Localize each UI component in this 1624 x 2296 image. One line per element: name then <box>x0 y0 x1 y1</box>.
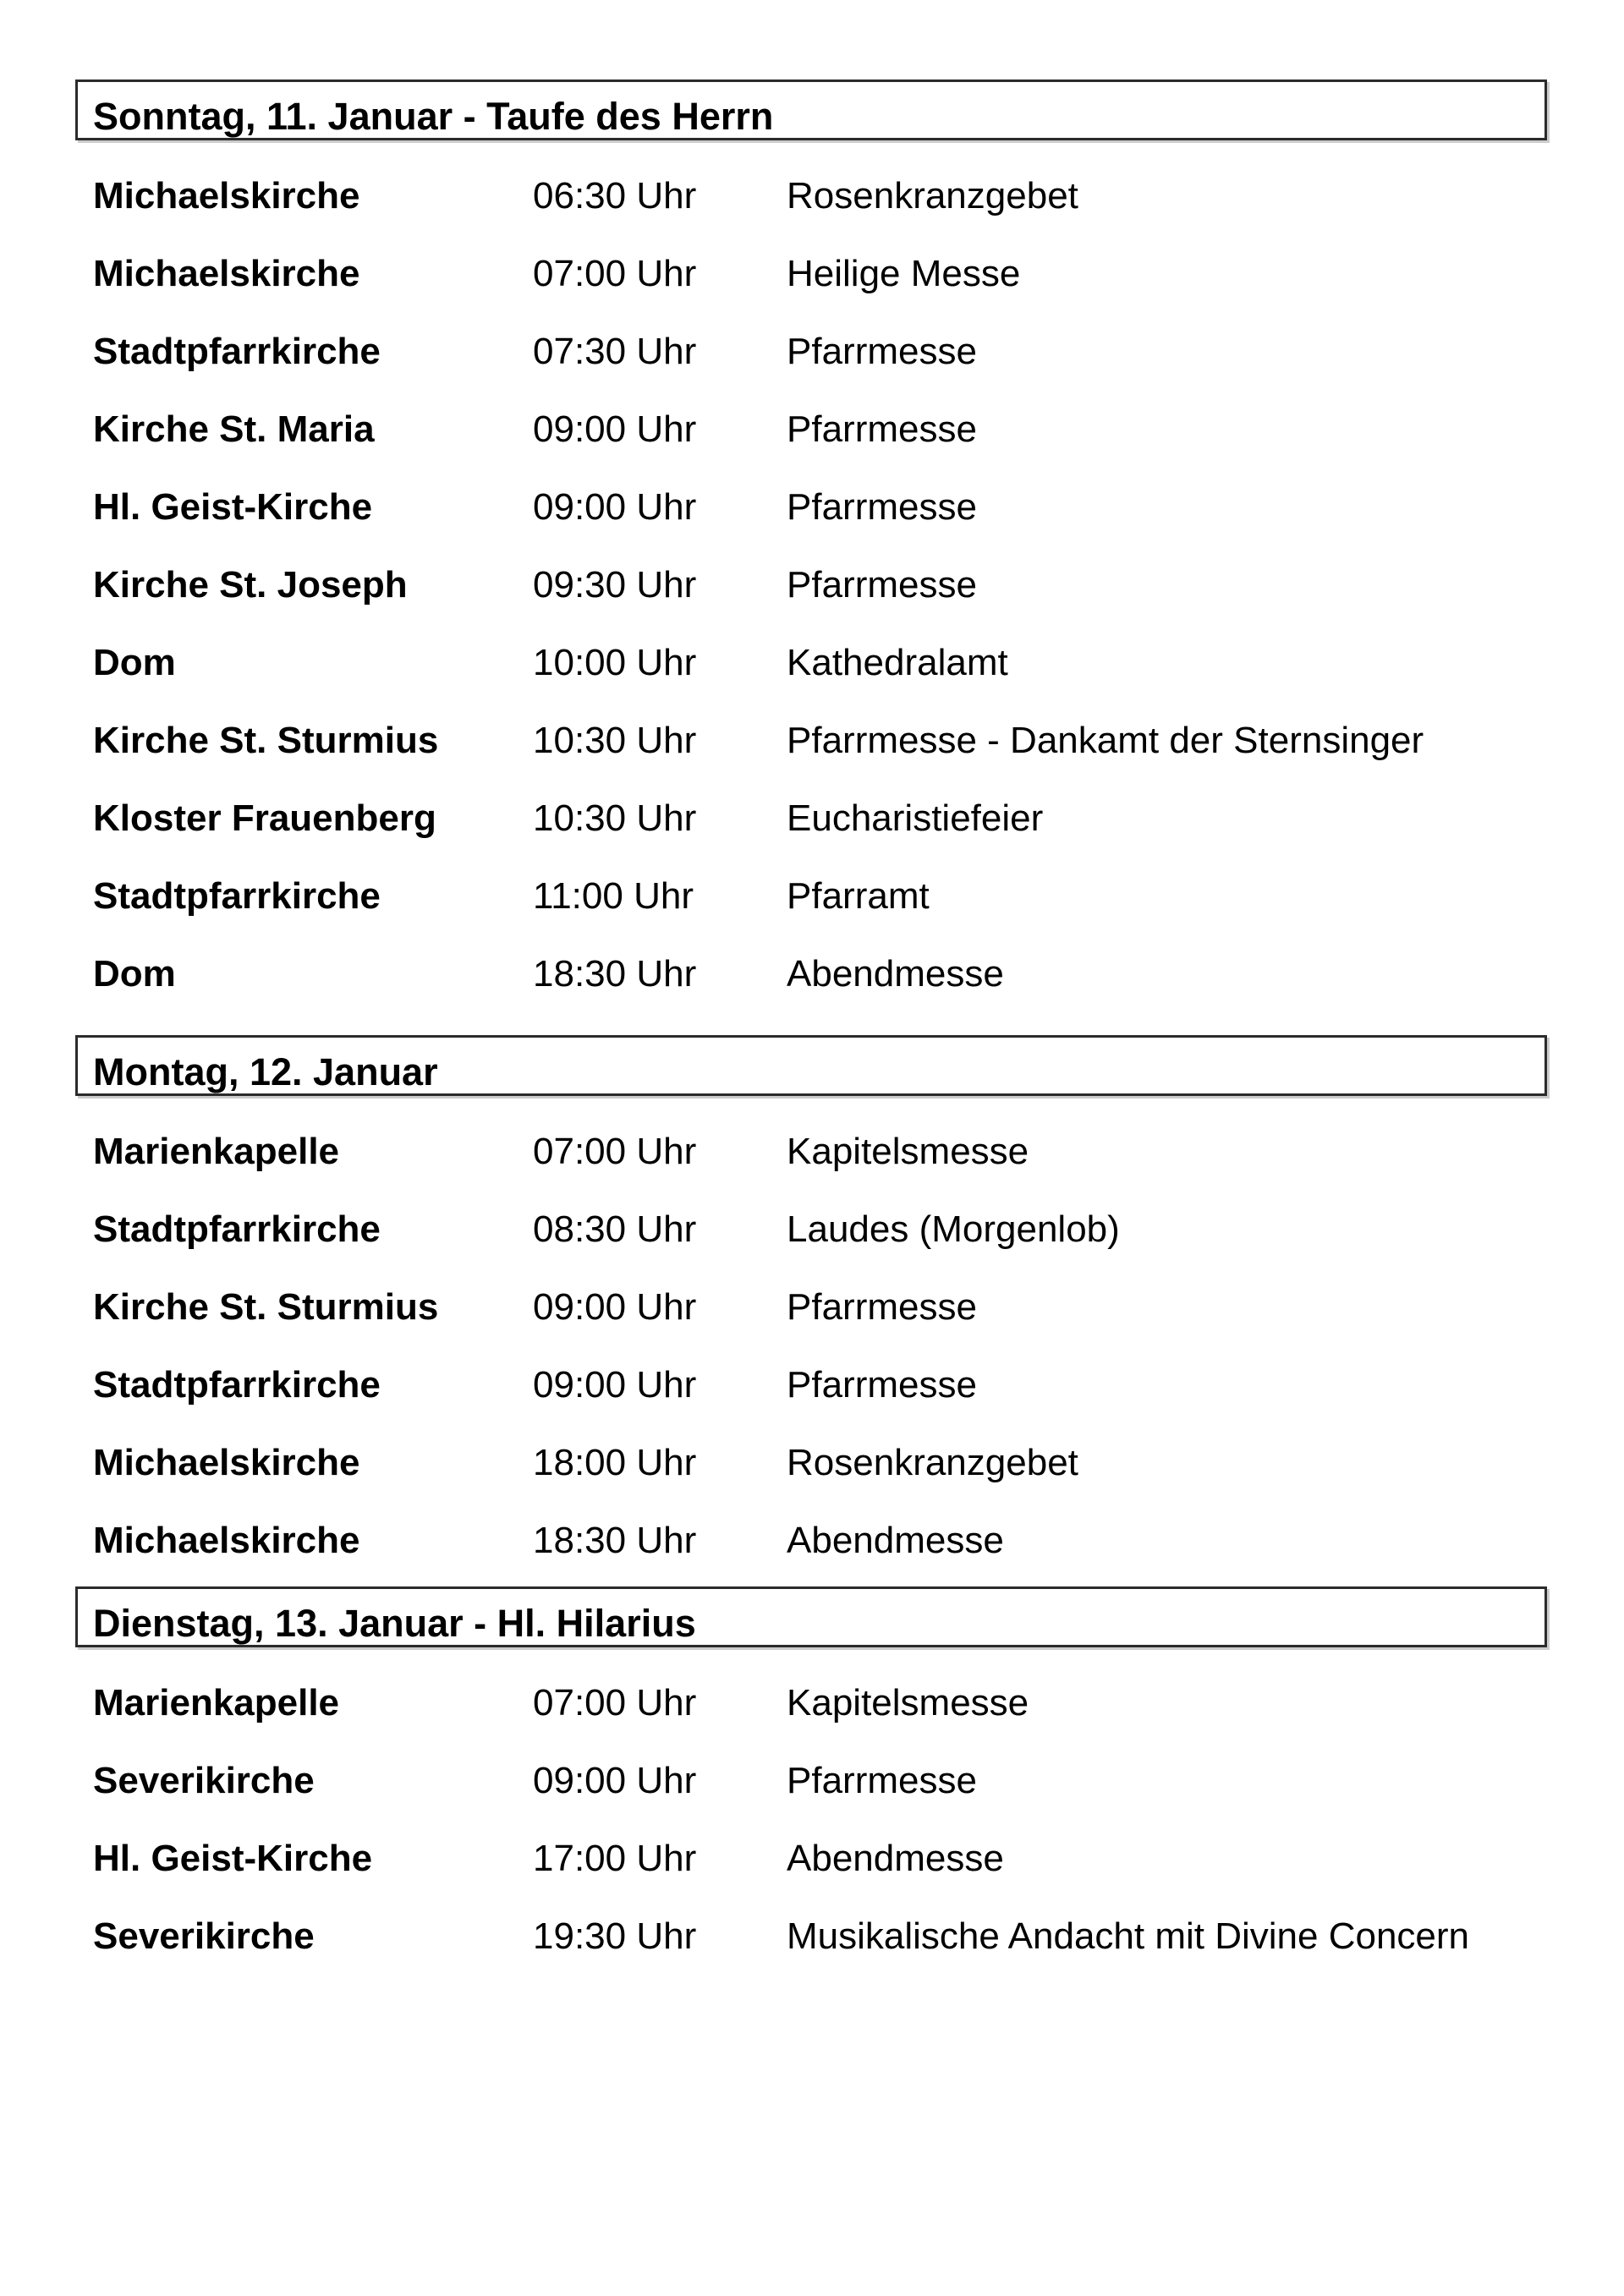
event-time: 07:30 Uhr <box>533 331 697 372</box>
event-time: 09:00 Uhr <box>533 1364 697 1406</box>
event-time: 18:00 Uhr <box>533 1442 697 1483</box>
event-location: Kirche St. Sturmius <box>93 720 439 761</box>
day-header-box <box>75 1586 1547 1647</box>
event-list <box>93 157 1590 1013</box>
event-time: 09:00 Uhr <box>533 1760 697 1801</box>
event-row <box>93 313 1590 391</box>
event-location: Kirche St. Sturmius <box>93 1286 439 1328</box>
event-row <box>93 1269 1590 1346</box>
event-row <box>93 1424 1590 1502</box>
event-service: Kathedralamt <box>787 642 1008 683</box>
event-location: Stadtpfarrkirche <box>93 875 381 917</box>
event-location: Stadtpfarrkirche <box>93 1364 381 1406</box>
event-row <box>93 935 1590 1013</box>
event-row <box>93 702 1590 780</box>
day-section <box>0 1586 1624 1975</box>
event-service: Rosenkranzgebet <box>787 175 1078 216</box>
event-row <box>93 391 1590 469</box>
event-service: Rosenkranzgebet <box>787 1442 1078 1483</box>
event-list <box>93 1664 1590 1975</box>
event-service: Pfarrmesse <box>787 1364 977 1406</box>
event-row <box>93 1664 1590 1742</box>
event-time: 06:30 Uhr <box>533 175 697 216</box>
event-location: Severikirche <box>93 1760 315 1801</box>
event-location: Stadtpfarrkirche <box>93 331 381 372</box>
event-time: 09:00 Uhr <box>533 486 697 528</box>
schedule-sections <box>0 79 1624 1975</box>
event-row <box>93 1898 1590 1975</box>
event-location: Kloster Frauenberg <box>93 797 436 839</box>
event-time: 19:30 Uhr <box>533 1915 697 1957</box>
event-service: Pfarrmesse <box>787 1760 977 1801</box>
event-row <box>93 469 1590 546</box>
event-service: Eucharistiefeier <box>787 797 1044 839</box>
event-time: 18:30 Uhr <box>533 953 697 995</box>
event-time: 17:00 Uhr <box>533 1838 697 1879</box>
event-location: Kirche St. Joseph <box>93 564 408 606</box>
event-row <box>93 235 1590 313</box>
event-service: Kapitelsmesse <box>787 1131 1029 1172</box>
event-row <box>93 1742 1590 1820</box>
event-location: Dom <box>93 953 176 995</box>
event-location: Dom <box>93 642 176 683</box>
event-service: Abendmesse <box>787 953 1004 995</box>
event-row <box>93 1191 1590 1269</box>
day-header-title: Montag, 12. Januar <box>93 1050 438 1093</box>
event-row <box>93 546 1590 624</box>
event-time: 10:30 Uhr <box>533 720 697 761</box>
day-header-title: Sonntag, 11. Januar - Taufe des Herrn <box>93 95 774 138</box>
event-time: 11:00 Uhr <box>533 875 694 917</box>
event-row <box>93 1820 1590 1898</box>
event-row <box>93 157 1590 235</box>
event-location: Michaelskirche <box>93 1442 360 1483</box>
day-header-title: Dienstag, 13. Januar - Hl. Hilarius <box>93 1602 696 1645</box>
event-service: Kapitelsmesse <box>787 1682 1029 1723</box>
event-time: 09:30 Uhr <box>533 564 697 606</box>
event-service: Pfarrmesse <box>787 564 977 606</box>
day-header-box <box>75 79 1547 140</box>
event-service: Pfarramt <box>787 875 930 917</box>
event-location: Michaelskirche <box>93 1520 360 1561</box>
event-service: Musikalische Andacht mit Divine Concern <box>787 1915 1470 1957</box>
event-service: Pfarrmesse - Dankamt der Sternsinger <box>787 720 1424 761</box>
event-row <box>93 1502 1590 1580</box>
event-location: Michaelskirche <box>93 175 360 216</box>
event-service: Heilige Messe <box>787 253 1021 294</box>
event-row <box>93 624 1590 702</box>
event-service: Pfarrmesse <box>787 1286 977 1328</box>
event-time: 18:30 Uhr <box>533 1520 697 1561</box>
event-location: Michaelskirche <box>93 253 360 294</box>
event-location: Marienkapelle <box>93 1682 340 1723</box>
event-time: 07:00 Uhr <box>533 253 697 294</box>
event-location: Stadtpfarrkirche <box>93 1208 381 1250</box>
event-time: 09:00 Uhr <box>533 408 697 450</box>
event-list <box>93 1113 1590 1580</box>
event-service: Pfarrmesse <box>787 486 977 528</box>
event-location: Hl. Geist-Kirche <box>93 486 373 528</box>
event-location: Severikirche <box>93 1915 315 1957</box>
event-service: Laudes (Morgenlob) <box>787 1208 1120 1250</box>
event-row <box>93 1346 1590 1424</box>
event-time: 10:00 Uhr <box>533 642 697 683</box>
event-service: Pfarrmesse <box>787 408 977 450</box>
event-service: Abendmesse <box>787 1838 1004 1879</box>
event-row <box>93 858 1590 935</box>
event-location: Marienkapelle <box>93 1131 340 1172</box>
day-section <box>0 1035 1624 1580</box>
event-time: 08:30 Uhr <box>533 1208 697 1250</box>
event-row <box>93 780 1590 858</box>
event-time: 10:30 Uhr <box>533 797 697 839</box>
event-time: 07:00 Uhr <box>533 1131 697 1172</box>
event-location: Kirche St. Maria <box>93 408 375 450</box>
event-location: Hl. Geist-Kirche <box>93 1838 373 1879</box>
event-time: 09:00 Uhr <box>533 1286 697 1328</box>
event-service: Pfarrmesse <box>787 331 977 372</box>
day-section <box>0 79 1624 1013</box>
event-time: 07:00 Uhr <box>533 1682 697 1723</box>
day-header-box <box>75 1035 1547 1096</box>
event-row <box>93 1113 1590 1191</box>
event-service: Abendmesse <box>787 1520 1004 1561</box>
